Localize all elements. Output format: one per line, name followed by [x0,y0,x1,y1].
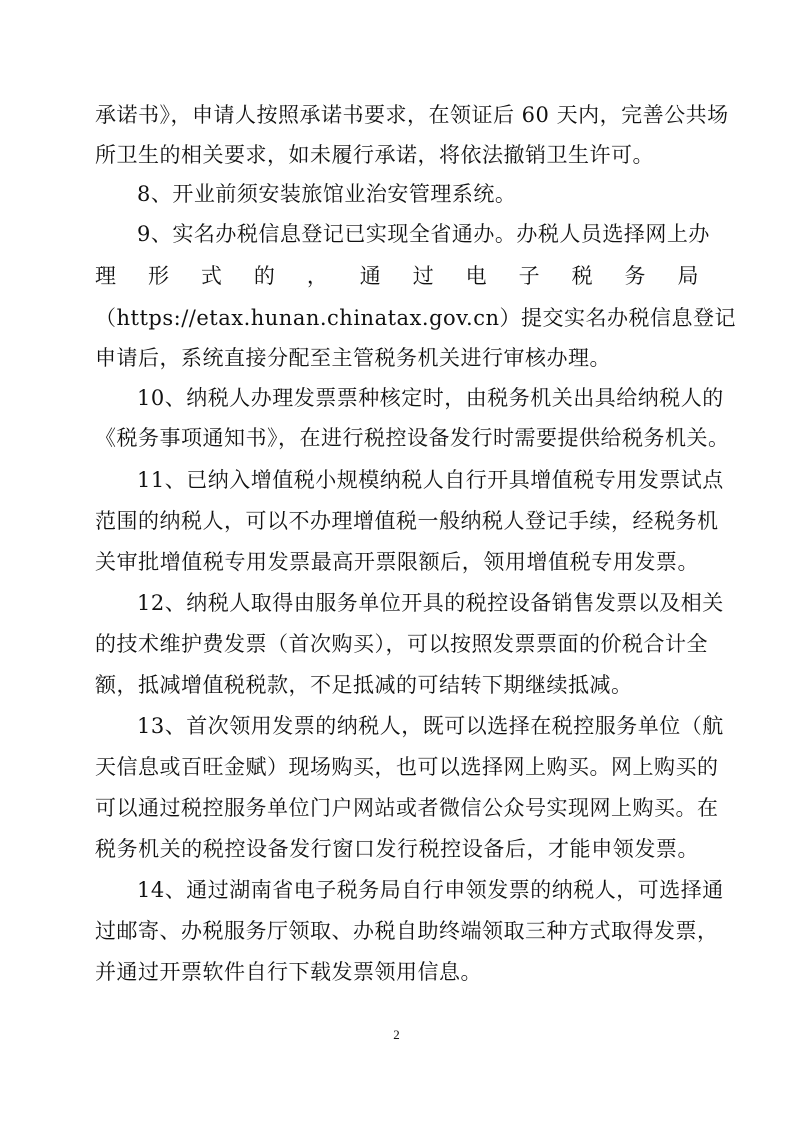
text-line: 承诺书》，申请人按照承诺书要求，在领证后 60 天内，完善公共场 [95,103,729,127]
text-line: 所卫生的相关要求，如未履行承诺，将依法撤销卫生许可。 [95,143,654,167]
text-line: 12、纳税人取得由服务单位开具的税控设备销售发票以及相关 [137,591,724,615]
text-line: 8、开业前须安装旅馆业治安管理系统。 [137,182,517,206]
text-line: 《税务事项通知书》，在进行税控设备发行时需要提供给税务机关。 [95,426,730,450]
text-line: 范围的纳税人，可以不办理增值税一般纳税人登记手续，经税务机 [95,509,719,533]
text-line: 过邮寄、办税服务厅领取、办税自助终端领取三种方式取得发票， [95,919,719,943]
page-number: 2 [393,1027,400,1042]
text-line: 税务机关的税控设备发行窗口发行税控设备后，才能申领发票。 [95,837,699,861]
text-line: 关审批增值税专用发票最高开票限额后，领用增值税专用发票。 [95,550,699,574]
text-line: 可以通过税控服务单位门户网站或者微信公众号实现网上购买。在 [95,796,719,820]
text-line: 的技术维护费发票（首次购买），可以按照发票票面的价税合计全 [95,632,708,656]
text-line: 天信息或百旺金赋）现场购买，也可以选择网上购买。网上购买的 [95,755,719,779]
text-line: 11、已纳入增值税小规模纳税人自行开具增值税专用发票试点 [137,468,724,492]
text-line: 理 形 式 的 ， 通 过 电 子 税 务 局 [95,264,699,288]
text-line: （https://etax.hunan.chinatax.gov.cn）提交实名办税信息登记 [95,306,736,330]
text-line: 申请后，系统直接分配至主管税务机关进行审核办理。 [95,346,611,370]
text-line: 并通过开票软件自行下载发票领用信息。 [95,960,482,984]
text-line: 额，抵减增值税税款，不足抵减的可结转下期继续抵减。 [95,673,633,697]
text-line: 10、纳税人办理发票票种核定时，由税务机关出具给纳税人的 [137,386,724,410]
text-line: 9、实名办税信息登记已实现全省通办。办税人员选择网上办 [137,222,710,246]
text-line: 13、首次领用发票的纳税人，既可以选择在税控服务单位（航 [137,714,724,738]
text-line: 14、通过湖南省电子税务局自行申领发票的纳税人，可选择通 [137,878,724,902]
